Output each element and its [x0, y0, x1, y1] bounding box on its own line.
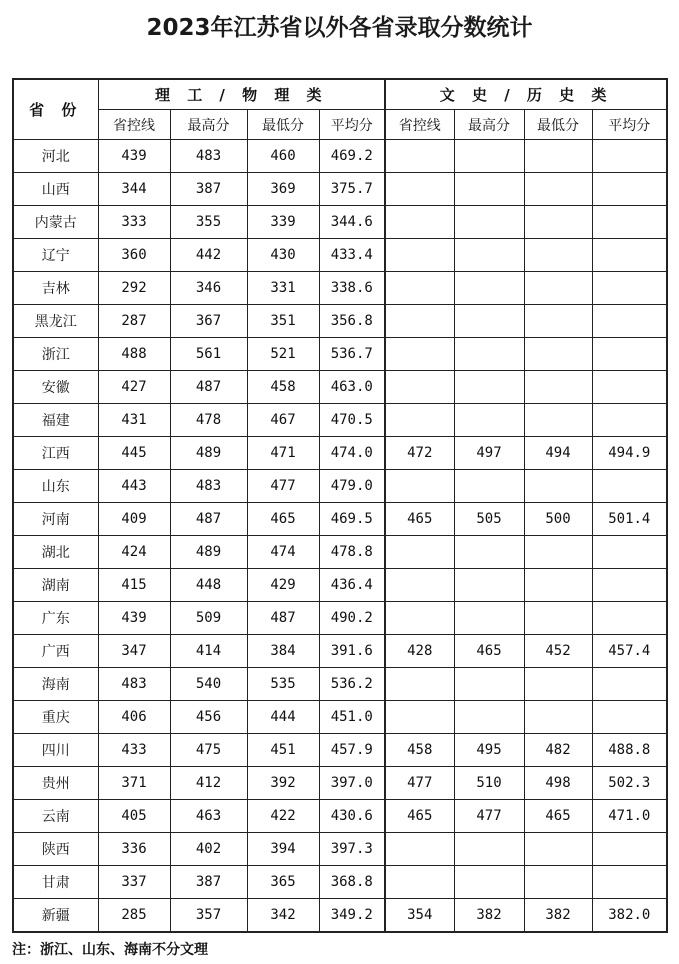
arts-min-cell — [524, 239, 592, 272]
science-max-cell: 475 — [170, 734, 247, 767]
arts-avg-cell: 382.0 — [592, 899, 667, 933]
arts-max-cell — [454, 338, 524, 371]
science-min-cell: 471 — [247, 437, 319, 470]
table-row — [13, 899, 667, 933]
science-control-line-cell: 406 — [98, 701, 170, 734]
table-row — [13, 470, 667, 503]
science-min-cell: 331 — [247, 272, 319, 305]
arts-control-line-cell: 465 — [385, 503, 454, 536]
science-min-cell: 422 — [247, 800, 319, 833]
science-avg-cell: 463.0 — [319, 371, 385, 404]
science-control-line-cell: 285 — [98, 899, 170, 933]
province-cell: 河南 — [13, 503, 98, 536]
science-control-line-cell: 424 — [98, 536, 170, 569]
science-max-header: 最高分 — [170, 110, 247, 140]
table-row — [13, 140, 667, 173]
table-row — [13, 866, 667, 899]
arts-control-line-cell — [385, 239, 454, 272]
science-min-cell: 477 — [247, 470, 319, 503]
footnote: 注：浙江、山东、海南不分文理 — [12, 942, 208, 958]
science-control-line-cell: 292 — [98, 272, 170, 305]
arts-control-line-cell — [385, 470, 454, 503]
arts-min-cell — [524, 866, 592, 899]
science-avg-cell: 478.8 — [319, 536, 385, 569]
science-avg-cell: 430.6 — [319, 800, 385, 833]
science-avg-cell: 470.5 — [319, 404, 385, 437]
science-max-cell: 367 — [170, 305, 247, 338]
science-avg-cell: 474.0 — [319, 437, 385, 470]
science-avg-cell: 451.0 — [319, 701, 385, 734]
arts-avg-cell — [592, 206, 667, 239]
arts-control-line-cell — [385, 140, 454, 173]
province-cell: 山西 — [13, 173, 98, 206]
science-avg-cell: 457.9 — [319, 734, 385, 767]
arts-min-cell — [524, 206, 592, 239]
arts-control-line-cell: 465 — [385, 800, 454, 833]
science-min-cell: 394 — [247, 833, 319, 866]
province-column-header: 省 份 — [13, 79, 98, 140]
science-min-cell: 351 — [247, 305, 319, 338]
arts-max-cell: 510 — [454, 767, 524, 800]
arts-max-cell — [454, 404, 524, 437]
science-min-cell: 487 — [247, 602, 319, 635]
province-cell: 吉林 — [13, 272, 98, 305]
science-min-cell: 451 — [247, 734, 319, 767]
science-control-line-cell: 431 — [98, 404, 170, 437]
science-avg-cell: 338.6 — [319, 272, 385, 305]
science-min-cell: 458 — [247, 371, 319, 404]
science-avg-cell: 397.0 — [319, 767, 385, 800]
province-cell: 黑龙江 — [13, 305, 98, 338]
province-cell: 内蒙古 — [13, 206, 98, 239]
arts-max-cell — [454, 536, 524, 569]
arts-avg-cell — [592, 602, 667, 635]
arts-control-line-cell: 428 — [385, 635, 454, 668]
arts-control-line-cell — [385, 305, 454, 338]
arts-max-cell: 495 — [454, 734, 524, 767]
science-min-cell: 392 — [247, 767, 319, 800]
arts-min-cell — [524, 371, 592, 404]
arts-min-cell: 494 — [524, 437, 592, 470]
science-avg-cell: 391.6 — [319, 635, 385, 668]
table-row — [13, 800, 667, 833]
science-avg-cell: 356.8 — [319, 305, 385, 338]
score-table — [12, 78, 668, 933]
province-cell: 江西 — [13, 437, 98, 470]
science-max-cell: 414 — [170, 635, 247, 668]
arts-min-cell: 500 — [524, 503, 592, 536]
science-min-cell: 384 — [247, 635, 319, 668]
arts-group-header: 文 史 / 历 史 类 — [385, 79, 667, 110]
province-cell: 陕西 — [13, 833, 98, 866]
science-control-line-cell: 336 — [98, 833, 170, 866]
province-cell: 福建 — [13, 404, 98, 437]
table-row — [13, 569, 667, 602]
arts-avg-cell — [592, 569, 667, 602]
science-control-line-cell: 371 — [98, 767, 170, 800]
science-avg-cell: 469.2 — [319, 140, 385, 173]
arts-max-header: 最高分 — [454, 110, 524, 140]
science-avg-header: 平均分 — [319, 110, 385, 140]
arts-avg-cell: 488.8 — [592, 734, 667, 767]
province-cell: 湖北 — [13, 536, 98, 569]
arts-avg-cell — [592, 272, 667, 305]
arts-max-cell: 497 — [454, 437, 524, 470]
page-title: 2023年江苏省以外各省录取分数统计 — [146, 15, 533, 41]
science-control-line-cell: 443 — [98, 470, 170, 503]
science-max-cell: 387 — [170, 866, 247, 899]
table-row — [13, 668, 667, 701]
science-max-cell: 483 — [170, 140, 247, 173]
science-max-cell: 456 — [170, 701, 247, 734]
province-cell: 湖南 — [13, 569, 98, 602]
science-control-line-cell: 488 — [98, 338, 170, 371]
arts-avg-cell — [592, 239, 667, 272]
arts-avg-cell: 471.0 — [592, 800, 667, 833]
table-row — [13, 338, 667, 371]
province-cell: 山东 — [13, 470, 98, 503]
arts-control-line-cell — [385, 173, 454, 206]
science-max-cell: 402 — [170, 833, 247, 866]
table-row — [13, 701, 667, 734]
science-avg-cell: 375.7 — [319, 173, 385, 206]
table-row — [13, 503, 667, 536]
science-max-cell: 387 — [170, 173, 247, 206]
arts-control-line-cell — [385, 536, 454, 569]
science-min-cell: 339 — [247, 206, 319, 239]
science-control-line-cell: 433 — [98, 734, 170, 767]
arts-avg-cell — [592, 305, 667, 338]
science-max-cell: 355 — [170, 206, 247, 239]
science-min-cell: 444 — [247, 701, 319, 734]
science-min-header: 最低分 — [247, 110, 319, 140]
arts-control-line-cell — [385, 272, 454, 305]
arts-max-cell: 465 — [454, 635, 524, 668]
arts-max-cell — [454, 470, 524, 503]
arts-avg-cell — [592, 404, 667, 437]
science-min-cell: 474 — [247, 536, 319, 569]
arts-avg-cell: 502.3 — [592, 767, 667, 800]
province-cell: 贵州 — [13, 767, 98, 800]
science-avg-cell: 349.2 — [319, 899, 385, 933]
table-row — [13, 305, 667, 338]
arts-avg-cell — [592, 470, 667, 503]
arts-avg-cell: 501.4 — [592, 503, 667, 536]
science-min-cell: 521 — [247, 338, 319, 371]
arts-max-cell — [454, 371, 524, 404]
arts-min-cell — [524, 338, 592, 371]
science-control-line-cell: 415 — [98, 569, 170, 602]
science-control-line-cell: 360 — [98, 239, 170, 272]
science-avg-cell: 479.0 — [319, 470, 385, 503]
province-cell: 河北 — [13, 140, 98, 173]
province-cell: 广东 — [13, 602, 98, 635]
science-max-cell: 483 — [170, 470, 247, 503]
arts-avg-cell — [592, 371, 667, 404]
science-min-cell: 430 — [247, 239, 319, 272]
arts-max-cell: 505 — [454, 503, 524, 536]
science-avg-cell: 433.4 — [319, 239, 385, 272]
science-control-line-cell: 405 — [98, 800, 170, 833]
science-control-line-cell: 347 — [98, 635, 170, 668]
table-row — [13, 437, 667, 470]
arts-max-cell: 477 — [454, 800, 524, 833]
science-max-cell: 448 — [170, 569, 247, 602]
arts-control-line-cell: 477 — [385, 767, 454, 800]
table-body — [13, 140, 667, 933]
science-avg-cell: 536.7 — [319, 338, 385, 371]
science-max-cell: 487 — [170, 503, 247, 536]
table-row — [13, 206, 667, 239]
arts-min-cell — [524, 701, 592, 734]
science-max-cell: 442 — [170, 239, 247, 272]
science-control-line-cell: 439 — [98, 140, 170, 173]
science-max-cell: 412 — [170, 767, 247, 800]
arts-min-cell — [524, 536, 592, 569]
science-control-line-cell: 287 — [98, 305, 170, 338]
arts-control-line-cell — [385, 371, 454, 404]
arts-avg-cell — [592, 140, 667, 173]
science-control-line-cell: 409 — [98, 503, 170, 536]
arts-min-cell: 465 — [524, 800, 592, 833]
science-avg-cell: 469.5 — [319, 503, 385, 536]
science-max-cell: 540 — [170, 668, 247, 701]
science-min-cell: 535 — [247, 668, 319, 701]
arts-min-cell — [524, 404, 592, 437]
arts-min-cell — [524, 173, 592, 206]
table-row — [13, 635, 667, 668]
table-row — [13, 734, 667, 767]
arts-max-cell — [454, 866, 524, 899]
science-control-line-cell: 439 — [98, 602, 170, 635]
arts-avg-cell — [592, 338, 667, 371]
table-row — [13, 536, 667, 569]
arts-control-line-cell — [385, 833, 454, 866]
arts-control-line-cell — [385, 569, 454, 602]
arts-avg-cell: 457.4 — [592, 635, 667, 668]
arts-avg-cell — [592, 866, 667, 899]
arts-max-cell — [454, 239, 524, 272]
science-group-header: 理 工 / 物 理 类 — [98, 79, 385, 110]
science-min-cell: 460 — [247, 140, 319, 173]
province-cell: 浙江 — [13, 338, 98, 371]
science-max-cell: 489 — [170, 536, 247, 569]
arts-min-cell — [524, 602, 592, 635]
arts-max-cell — [454, 833, 524, 866]
science-min-cell: 467 — [247, 404, 319, 437]
science-control-line-cell: 344 — [98, 173, 170, 206]
arts-max-cell — [454, 569, 524, 602]
arts-max-cell — [454, 602, 524, 635]
arts-avg-cell — [592, 668, 667, 701]
arts-min-cell: 498 — [524, 767, 592, 800]
arts-avg-cell — [592, 701, 667, 734]
science-avg-cell: 436.4 — [319, 569, 385, 602]
science-control-line-cell: 483 — [98, 668, 170, 701]
arts-control-line-cell — [385, 404, 454, 437]
science-max-cell: 346 — [170, 272, 247, 305]
province-cell: 重庆 — [13, 701, 98, 734]
arts-max-cell — [454, 173, 524, 206]
arts-avg-cell — [592, 173, 667, 206]
arts-min-cell: 452 — [524, 635, 592, 668]
table-row — [13, 767, 667, 800]
science-avg-cell: 344.6 — [319, 206, 385, 239]
science-avg-cell: 368.8 — [319, 866, 385, 899]
science-avg-cell: 536.2 — [319, 668, 385, 701]
arts-control-line-cell: 472 — [385, 437, 454, 470]
science-control-line-cell: 337 — [98, 866, 170, 899]
arts-min-cell — [524, 569, 592, 602]
arts-min-cell — [524, 140, 592, 173]
province-cell: 广西 — [13, 635, 98, 668]
science-control-line-cell: 333 — [98, 206, 170, 239]
arts-min-header: 最低分 — [524, 110, 592, 140]
table-row — [13, 371, 667, 404]
science-min-cell: 465 — [247, 503, 319, 536]
table-row — [13, 602, 667, 635]
science-min-cell: 365 — [247, 866, 319, 899]
province-cell: 辽宁 — [13, 239, 98, 272]
science-min-cell: 342 — [247, 899, 319, 933]
arts-max-cell — [454, 272, 524, 305]
province-cell: 甘肃 — [13, 866, 98, 899]
arts-min-cell: 482 — [524, 734, 592, 767]
science-min-cell: 429 — [247, 569, 319, 602]
science-max-cell: 478 — [170, 404, 247, 437]
arts-control-line-cell — [385, 602, 454, 635]
table-row — [13, 833, 667, 866]
science-max-cell: 487 — [170, 371, 247, 404]
arts-control-line-cell — [385, 701, 454, 734]
arts-min-cell — [524, 470, 592, 503]
arts-min-cell — [524, 833, 592, 866]
science-max-cell: 489 — [170, 437, 247, 470]
science-max-cell: 463 — [170, 800, 247, 833]
table-row — [13, 173, 667, 206]
science-max-cell: 357 — [170, 899, 247, 933]
arts-max-cell — [454, 140, 524, 173]
arts-control-line-cell — [385, 338, 454, 371]
arts-control-line-cell: 354 — [385, 899, 454, 933]
science-avg-cell: 490.2 — [319, 602, 385, 635]
arts-control-line-cell — [385, 668, 454, 701]
arts-control-line-header: 省控线 — [385, 110, 454, 140]
science-control-line-cell: 445 — [98, 437, 170, 470]
arts-max-cell: 382 — [454, 899, 524, 933]
arts-min-cell — [524, 272, 592, 305]
province-cell: 四川 — [13, 734, 98, 767]
arts-max-cell — [454, 668, 524, 701]
arts-control-line-cell — [385, 866, 454, 899]
province-cell: 新疆 — [13, 899, 98, 933]
table-row — [13, 272, 667, 305]
science-avg-cell: 397.3 — [319, 833, 385, 866]
science-max-cell: 509 — [170, 602, 247, 635]
table-row — [13, 404, 667, 437]
arts-max-cell — [454, 305, 524, 338]
arts-avg-cell — [592, 833, 667, 866]
arts-max-cell — [454, 701, 524, 734]
science-min-cell: 369 — [247, 173, 319, 206]
arts-min-cell: 382 — [524, 899, 592, 933]
arts-control-line-cell — [385, 206, 454, 239]
arts-avg-cell — [592, 536, 667, 569]
science-control-line-cell: 427 — [98, 371, 170, 404]
table-row — [13, 239, 667, 272]
arts-min-cell — [524, 305, 592, 338]
arts-max-cell — [454, 206, 524, 239]
arts-avg-cell: 494.9 — [592, 437, 667, 470]
arts-control-line-cell: 458 — [385, 734, 454, 767]
science-max-cell: 561 — [170, 338, 247, 371]
province-cell: 海南 — [13, 668, 98, 701]
province-cell: 安徽 — [13, 371, 98, 404]
province-cell: 云南 — [13, 800, 98, 833]
arts-min-cell — [524, 668, 592, 701]
arts-avg-header: 平均分 — [592, 110, 667, 140]
science-control-line-header: 省控线 — [98, 110, 170, 140]
